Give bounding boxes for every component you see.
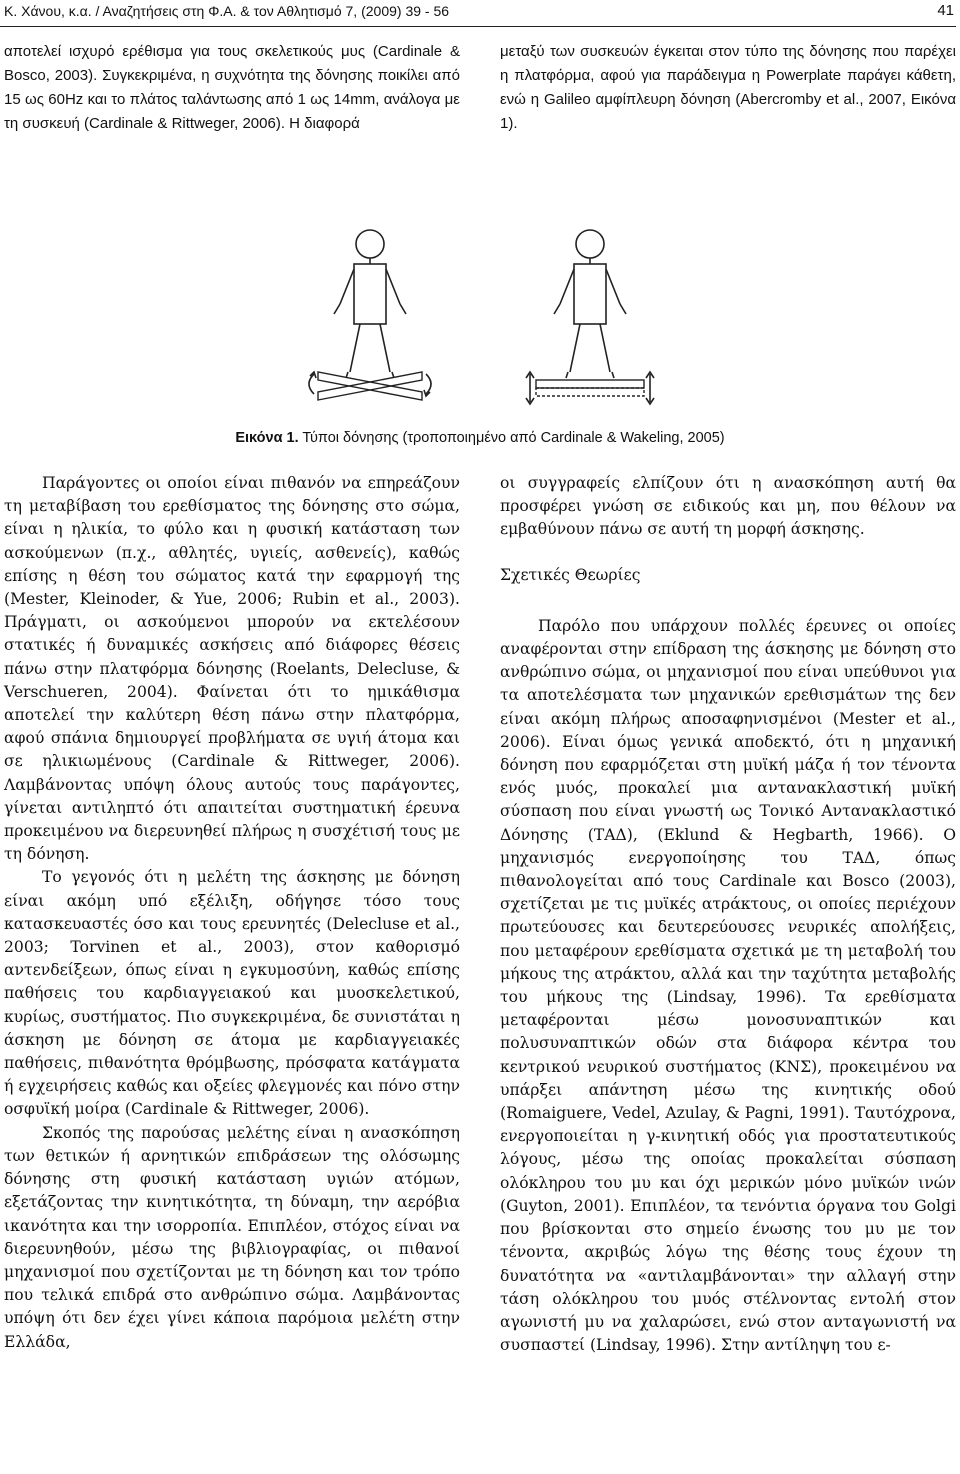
figure-caption-label: Εικόνα 1. bbox=[235, 430, 299, 446]
vibration-types-figure bbox=[290, 224, 710, 414]
right-column bbox=[500, 472, 956, 1357]
figure-caption bbox=[0, 428, 960, 448]
right-paragraph-1: οι συγγραφείς ελπίζουν ότι η ανασκόπηση αυτή θα προσφέρει γνώση σε ειδικούς και μη, που θέλουν να εμβαθύνουν πάνω σε αυτή τη μορφή άσκησης. bbox=[500, 474, 956, 539]
figure-caption-text: Τύποι δόνησης (τροποποιημένο από Cardinale & Wakeling, 2005) bbox=[298, 430, 725, 446]
left-column bbox=[4, 472, 460, 1354]
left-paragraph-1: Παράγοντες οι οποίοι είναι πιθανόν να επηρεάζουν τη μεταβίβαση του ερεθίσματος της δόνησης στο σώμα, είναι η ηλικία, το φύλο και η φυσική κατάσταση των ασκούμενων (π.χ., αθλητές, υγιείς, ασθενείς), καθώς επίσης η θέση του σώματος κατά την εφαρμογή της (Mester, Kleinoder, & Yue, 2006; Rubin et al., 2003). Πράγματι, οι ασκούμενοι μπορούν να εκτελέσουν στατικές ή δυναμικές ασκήσεις από διάφορες θέσεις πάνω στην πλατφόρμα δόνησης (Roelants, Delecluse, & Verschueren, 2004). Φαίνεται ότι το ημικάθισμα αποτελεί την καλύτερη θέση πάνω στην πλατφόρμα, αφού σπάνια δημιουργεί προβλήματα σε υγιή άτομα και σε ηλικιωμένους (Cardinale & Rittweger, 2006). Λαμβάνοντας υπόψη όλους αυτούς τους παράγοντες, γίνεται αντιληπτό ότι απαιτείται συστηματική έρευνα προκειμένου να διερευνηθεί πλήρως η συσχέτισή τους με τη δόνηση. bbox=[4, 474, 460, 864]
section-heading: Σχετικές Θεωρίες bbox=[500, 565, 641, 584]
top-left-text: αποτελεί ισχυρό ερέθισμα για τους σκελετικούς μυς (Cardinale & Bosco, 2003). Συγκεκριμένα, η συχνότητα της δόνησης ποικίλει από 15 ως 60Hz και το πλάτος ταλάντωσης από 1 ως 14mm, ανάλογα με τη συσκευή (Cardinale & Rittweger, 2006). Η διαφορά bbox=[4, 43, 460, 132]
figure-vertical-platform bbox=[526, 230, 654, 404]
top-left-paragraph bbox=[4, 40, 460, 136]
top-right-paragraph bbox=[500, 40, 956, 136]
left-paragraph-3: Σκοπός της παρούσας μελέτης είναι η ανασκόπηση των θετικών ή αρνητικών επιδράσεων της ολόσωμης δόνησης στη φυσική κατάσταση υγιών ατόμων, εξετάζοντας την κινητικότητα, τη δύναμη, την αερόβια ικανότητα και την ισορροπία. Επιπλέον, στόχος είναι να διερευνηθούν, μέσω της βιβλιογραφίας, οι πιθανοί μηχανισμοί που σχετίζονται με τη δόνηση και τον τρόπο που τελικά επιδρά στο ανθρώπινο σώμα. Λαμβάνοντας υπόψη ότι δεν έχει γίνει κάποια παρόμοια μελέτη στην Ελλάδα, bbox=[4, 1123, 460, 1351]
running-title: Κ. Χάνου, κ.α. / Αναζητήσεις στη Φ.Α. & τον Αθλητισμό 7, (2009) 39 - 56 bbox=[4, 3, 450, 19]
left-paragraph-2: Το γεγονός ότι η μελέτη της άσκησης με δόνηση είναι ακόμη υπό εξέλιξη, οδήγησε τόσο τους κατασκευαστές όσο και τους ερευνητές (Delecluse et al., 2003; Torvinen et al., 2003), στον καθορισμό αντενδείξεων, όπως είναι η εγκυμοσύνη, καθώς επίσης παθήσεις του καρδιαγγειακού και μυοσκελετικού, κυρίως, συστήματος. Πιο συγκεκριμένα, δε συνιστάται η άσκηση με δόνηση σε άτομα με καρδιαγγειακές παθήσεις, πιθανότητα θρόμβωσης, πρόσφατα κατάγματα ή εγχειρήσεις καθώς και οξείες φλεγμονές και πόνο στην οσφυϊκή μοίρα (Cardinale & Rittweger, 2006). bbox=[4, 868, 460, 1119]
header-rule bbox=[0, 26, 956, 27]
page-number: 41 bbox=[937, 2, 954, 19]
figure-oscillating-platform bbox=[309, 230, 431, 400]
running-header bbox=[4, 0, 954, 24]
top-right-text: μεταξύ των συσκευών έγκειται στον τύπο της δόνησης που παρέχει η πλατφόρμα, αφού για παράδειγμα η Powerplate παράγει κάθετη, ενώ η Galileo αμφίπλευρη δόνηση (Abercromby et al., 2007, Εικόνα 1). bbox=[500, 43, 956, 132]
right-paragraph-2: Παρόλο που υπάρχουν πολλές έρευνες οι οποίες αναφέρονται στην επίδραση της άσκησης με δόνηση στο ανθρώπινο σώμα, οι μηχανισμοί που είναι υπεύθυνοι για τα αποτελέσματα των μηχανικών ερεθισμάτων της δεν είναι ακόμη πλήρως αποσαφηνισμένοι (Mester et al., 2006). Είναι όμως γενικά αποδεκτό, ότι η μηχανική δόνηση που εφαρμόζεται στη μυϊκή μάζα ή τον τένοντα ενός μυός, προκαλεί μια αντανακλαστική μυϊκή σύσπαση που είναι γνωστή ως Τονικό Αντανακλαστικό Δόνησης (ΤΑΔ), (Eklund & Hegbarth, 1966). Ο μηχανισμός ενεργοποίησης του ΤΑΔ, όπως πιθανολογείται από τους Cardinale και Bosco (2003), σχετίζεται με τις μυϊκές ατράκτους, οι οποίες περιέχουν πρωτεύουσες και δευτερεύουσες νευρικές απολήξεις, που μεταφέρουν ερεθίσματα σχετικά με τη μεταβολή του μήκους της ατράκτου, αλλά και την ταχύτητα μεταβολής του μήκους της (Lindsay, 1996). Τα ερεθίσματα μεταφέρονται μέσω μονοσυναπτικών και πολυσυναπτικών οδών στα διάφορα κέντρα του κεντρικού νευρικού συστήματος (ΚΝΣ), προκειμένου να υπάρξει απάντηση μέσω της κινητικής οδού (Romaiguere, Vedel, Azulay, & Pagni, 1991). Ταυτόχρονα, ενεργοποιείται η γ-κινητική οδός για προστατευτικούς λόγους, μέσω της οποίας προκαλείται σύσπαση ολόκληρου του μυ και όχι μερικών μόνο μυϊκών ινών (Guyton, 2001). Επιπλέον, τα τενόντια όργανα του Golgi που βρίσκονται στο σημείο ένωσης του μυ με τον τένοντα, ακριβώς λόγω της θέσης τους έχουν τη δυνατότητα να «αντιλαμβάνονται» την αλλαγή στην τάση ολόκληρου του μυός στέλνοντας εντολή στον αγωνιστή μυ να χαλαρώσει, ενώ στον ανταγωνιστή να συσπαστεί (Lindsay, 1996). Στην αντίληψη του ε- bbox=[500, 616, 956, 1355]
